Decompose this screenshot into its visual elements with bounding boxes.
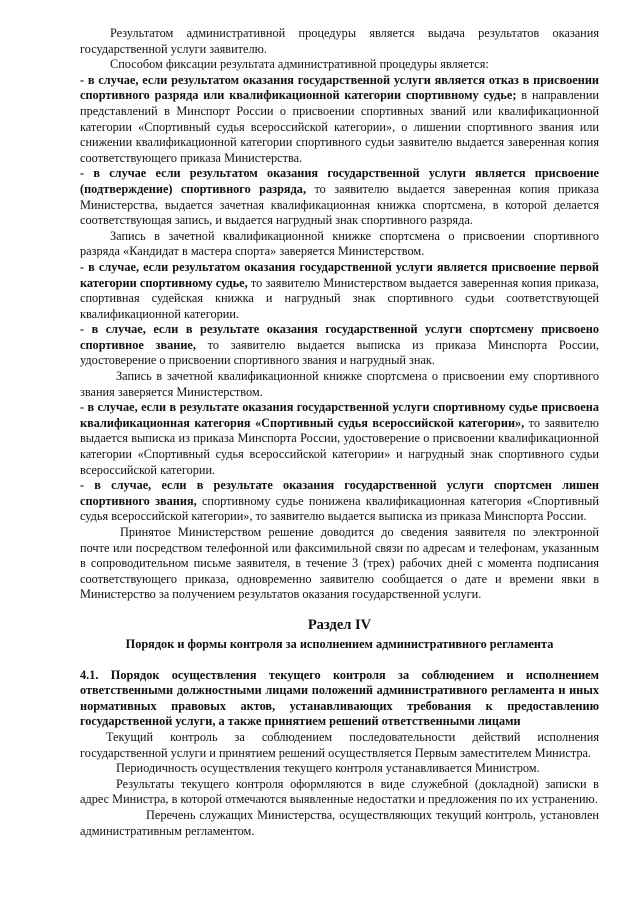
heading-4-1: 4.1. Порядок осуществления текущего контроля за соблюдением и исполнением ответственными должностными лицами положений административного регламента и иных нормативных правовых актов, устанавливающих требования к предоставлению государственной услуги, а также принятием решений ответственными лицами: [80, 667, 599, 729]
section-subtitle: Порядок и формы контроля за исполнением административного регламента: [125, 636, 554, 651]
paragraph-control-results: Результаты текущего контроля оформляются в виде служебной (докладной) записки в адрес Министра, в которой отмечаются выявленные недостатки и предложения по их устранению.: [80, 776, 599, 807]
paragraph-first-category-bold: - в случае, если результатом оказания государственной услуги является присвоение первой категории спортивному судье,: [80, 259, 599, 290]
paragraph-national-judge-bold: - в случае, если в результате оказания государственной услуги спортивному судье присвоена квалификационная категория «Спортивный судья всероссийской категории»,: [80, 400, 599, 430]
paragraph-refusal-text: в направлении представлений в Минспорт России о присвоении спортивных званий или квалификационной категории «Спортивный судья всероссийской категории», о лишении спортивного звания или снижении квалификационной категории спортивного судьи заявителю выдается заверенная копия соответствующего приказа Министерства.: [80, 88, 599, 165]
paragraph-fixation-method: Способом фиксации результата административной процедуры является:: [110, 57, 489, 72]
paragraph-title-revoked-text: спортивному судье понижена квалификационная категория «Спортивный судья всероссийской категории», то заявителю выдается выписка из приказа Минспорта России.: [80, 493, 599, 524]
paragraph-sport-title-bold: - в случае, если в результате оказания государственной услуги спортсмену присвоено спортивное звание,: [80, 322, 599, 352]
paragraph-national-judge-text: то заявителю выдается выписка из приказа Минспорта России, удостоверение о присвоении квалификационной категории «Спортивный судья всероссийской категории» и нагрудный знак спортивного судьи всероссийской категории.: [80, 415, 599, 477]
paragraph-sport-rank-text: то заявителю выдается заверенная копия приказа Министерства, выдается зачетная квалификационная книжка спортсмена, в которой делается соответствующая запись, и выдается нагрудный знак спортивного разряда.: [80, 181, 599, 228]
paragraph-national-judge: [80, 400, 599, 478]
paragraph-first-category: [80, 260, 599, 322]
paragraph-sport-rank-bold: - в случае если результатом оказания государственной услуги является присвоение (подтверждение) спортивного разряда,: [80, 166, 599, 196]
paragraph-result: Результатом административной процедуры является выдача результатов оказания государственной услуги заявителю.: [80, 26, 599, 56]
paragraph-title-record: Запись в зачетной квалификационной книжке спортсмена о присвоении ему спортивного звания заверяется Министерством.: [80, 369, 599, 399]
paragraph-decision-notice: Принятое Министерством решение доводится до сведения заявителя по электронной почте или посредством телефонной или факсимильной связи по адресам и телефонам, указанным в сопроводительном письме заявителя, в течение 3 (трех) рабочих дней с момента подписания соответствующего приказа, одновременно заявителю сообщается о дате и времени явки в Министерство за получением результатов оказания государственной услуги.: [80, 525, 599, 602]
paragraph-first-category-text: то заявителю Министерством выдается заверенная копия приказа, спортивная судейская книжка и нагрудный знак спортивного судьи соответствующей квалификационной категории.: [80, 275, 599, 321]
paragraph-kms-record: Запись в зачетной квалификационной книжке спортсмена о присвоении спортивного разряда «Кандидат в мастера спорта» заверяется Министерством.: [80, 228, 599, 259]
paragraph-title-revoked-bold: - в случае, если в результате оказания государственной услуги спортсмен лишен спортивного звания,: [80, 478, 599, 508]
paragraph-title-revoked: [80, 478, 599, 525]
paragraph-current-control: Текущий контроль за соблюдением последовательности действий исполнения государственной услуги и принятием решений осуществляется Первым заместителем Министра.: [80, 729, 599, 760]
paragraph-refusal: [80, 73, 599, 167]
section-title: Раздел IV: [307, 616, 372, 633]
paragraph-sport-rank: [80, 166, 599, 228]
paragraph-refusal-bold: - в случае, если результатом оказания государственной услуги является отказ в присвоении спортивного разряда или квалификационной категории спортивному судье;: [80, 72, 599, 103]
paragraph-control-frequency: Периодичность осуществления текущего контроля устанавливается Министром.: [116, 761, 540, 776]
paragraph-sport-title: [80, 322, 599, 369]
paragraph-staff-list: Перечень служащих Министерства, осуществляющих текущий контроль, установлен административным регламентом.: [80, 807, 599, 838]
paragraph-sport-title-text: то заявителю выдается выписка из приказа Минспорта России, удостоверение о присвоении спортивного звания и нагрудный знак.: [80, 337, 599, 368]
